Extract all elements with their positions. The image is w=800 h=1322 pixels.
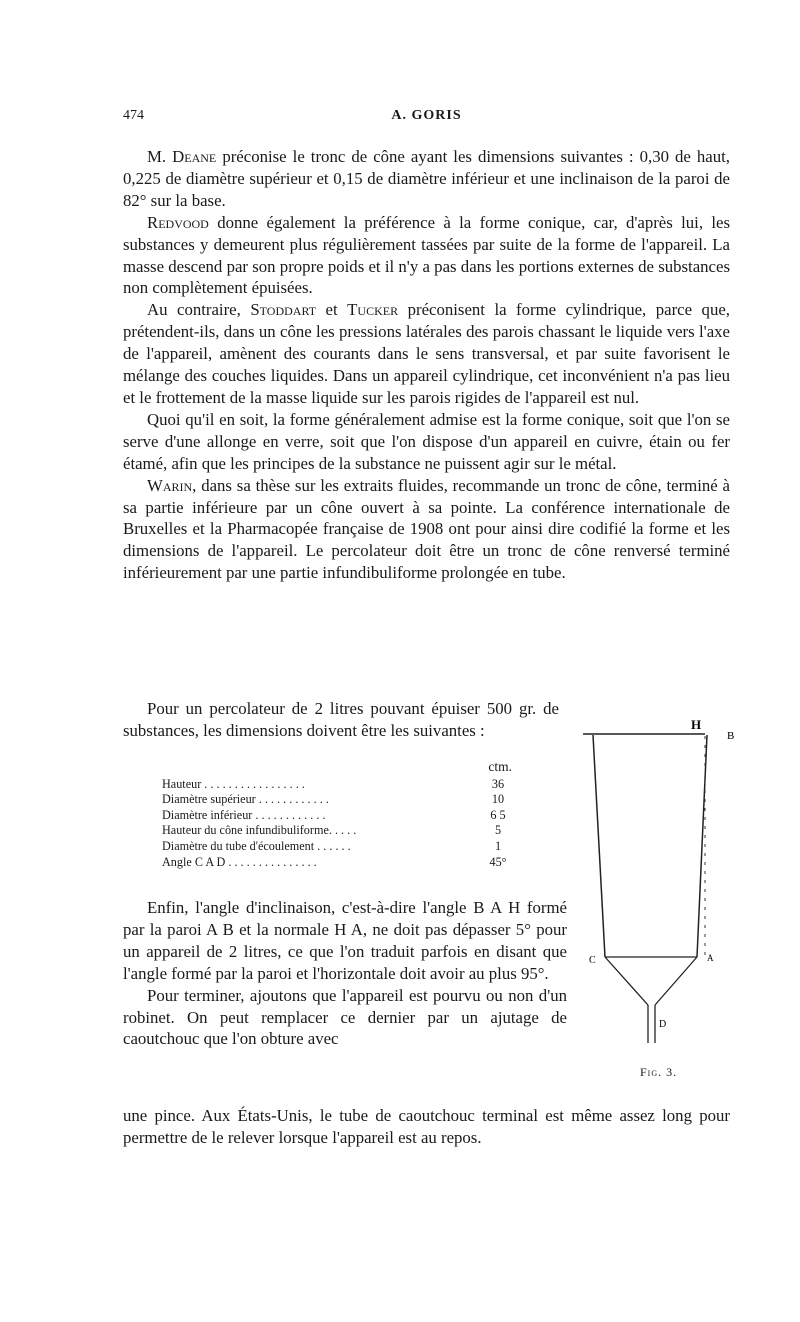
page-number: 474 xyxy=(123,108,144,123)
label-a: A xyxy=(707,953,714,963)
label-h: H xyxy=(691,717,702,732)
label-c: C xyxy=(589,955,596,966)
p3-mid: et xyxy=(316,300,348,320)
p3-prefix: Au contraire, xyxy=(147,300,251,320)
figure-caption: Fig. 3. xyxy=(640,1065,678,1079)
author-redvood: Redvood xyxy=(147,212,209,232)
row-label: Diamètre inférieur . . . . . . . . . . . . xyxy=(162,807,326,822)
author-warin: Warin xyxy=(147,475,193,495)
p3-text: préconisent la forme cylindrique, parce que, prétendent-ils, dans un cône les pressions latérales des parois chassant le liquide vers l'axe de l'appareil, amènent des courants dans le sens transversal, et par suite favorisent le mélange des couches liquides. Dans un appareil cylindrique, cet inconvénient n'a pas lieu et le frottement de la masse liquide sur les parois rigides de l'appareil est nul. xyxy=(123,300,730,407)
percolateur-intro xyxy=(123,698,559,742)
dimensions-table xyxy=(162,759,522,870)
row-label: Hauteur du cône infundibuliforme. . . . . xyxy=(162,823,357,838)
closing-paragraph-block xyxy=(123,1105,730,1149)
table-row xyxy=(162,777,522,793)
angle-paragraph-block xyxy=(123,897,567,1050)
paragraph-deane xyxy=(123,146,730,212)
paragraph-warin xyxy=(123,475,730,585)
row-value: 6 5 xyxy=(490,807,506,822)
paragraph-robinet-wrap: Pour terminer, ajoutons que l'appareil est pourvu ou non d'un robinet. On peut remplacer ce dernier par un ajutage de caoutchouc que l'on obture avec xyxy=(123,985,567,1049)
row-label: Diamètre supérieur . . . . . . . . . . . . xyxy=(162,792,329,807)
paragraph-redvood xyxy=(123,212,730,300)
p1-text: préconise le tronc de cône ayant les dimensions suivantes : 0,30 de haut, 0,225 de diamètre supérieur et 0,15 de diamètre inférieur et une inclinaison de la paroi de 82° sur la base. xyxy=(123,147,730,210)
table-row xyxy=(162,839,522,855)
p2-text: donne également la préférence à la forme conique, car, d'après lui, les substances y demeurent plus régulièrement tassées par suite de la forme de l'appareil. La masse descend par son propre poids et il n'y a pas dans les portions externes de substances non complètement épuisées. xyxy=(123,212,730,298)
paragraph-robinet-end: une pince. Aux États-Unis, le tube de caoutchouc terminal est même assez long pour permettre de le relever lorsque l'appareil est au repos. xyxy=(123,1106,730,1147)
label-b: B xyxy=(727,730,735,742)
row-value: 1 xyxy=(494,838,502,853)
paragraph-percolateur: Pour un percolateur de 2 litres pouvant épuiser 500 gr. de substances, les dimensions doivent être les suivantes : xyxy=(123,699,559,740)
paragraph-conique: Quoi qu'il en soit, la forme généralement admise est la forme conique, soit que l'on se serve d'une allonge en verre, soit que l'on dispose d'un appareil en cuivre, étain ou fer étamé, afin que les principes de la substance ne puissent agir sur le métal. xyxy=(123,409,730,473)
row-label: Hauteur . . . . . . . . . . . . . . . . . xyxy=(162,776,305,791)
author-deane: Deane xyxy=(172,147,217,166)
row-value: 10 xyxy=(491,792,505,807)
author-stoddart: Stoddart xyxy=(250,300,317,320)
row-label: Diamètre du tube d'écoulement . . . . . . xyxy=(162,838,351,853)
left-wall xyxy=(593,735,605,957)
p1-prefix: M. xyxy=(147,147,173,166)
p5-text: , dans sa thèse sur les extraits fluides, recommande un tronc de cône, terminé à sa partie inférieure par un cône ouvert à sa pointe. La conférence internationale de Bruxelles et la Pharmacopée française de 1908 ont pour ainsi dire codifié la forme et les dimensions de l'appareil. Le percolateur doit être un tronc de cône renversé terminé inférieurement par une partie infundibuliforme prolongée en tube. xyxy=(123,475,730,583)
paragraph-stoddart xyxy=(123,299,730,409)
table-row xyxy=(162,792,522,808)
table-unit: ctm. xyxy=(488,759,512,774)
row-value: 5 xyxy=(494,823,502,838)
funnel-right xyxy=(655,957,697,1005)
percolator-diagram xyxy=(575,705,755,1065)
table-row xyxy=(162,808,522,824)
funnel-left xyxy=(605,957,648,1005)
running-head: A. GORIS xyxy=(391,108,462,123)
author-tucker: Tucker xyxy=(347,300,399,320)
page-header xyxy=(123,108,730,132)
table-row xyxy=(162,855,522,871)
table-row xyxy=(162,823,522,839)
main-text xyxy=(123,146,730,584)
row-value: 36 xyxy=(491,776,505,791)
paragraph-angle: Enfin, l'angle d'inclinaison, c'est-à-dire l'angle B A H formé par la paroi A B et la normale H A, ne doit pas dépasser 5° pour un appareil de 2 litres, ce que l'on traduit parfois en disant que l'angle formé par la paroi et l'horizontale doit avoir au plus 95°. xyxy=(123,898,567,983)
row-label: Angle C A D . . . . . . . . . . . . . . . xyxy=(162,854,317,869)
label-d: D xyxy=(659,1019,667,1030)
percolator-figure xyxy=(575,705,755,1085)
row-value: 45° xyxy=(489,854,507,869)
